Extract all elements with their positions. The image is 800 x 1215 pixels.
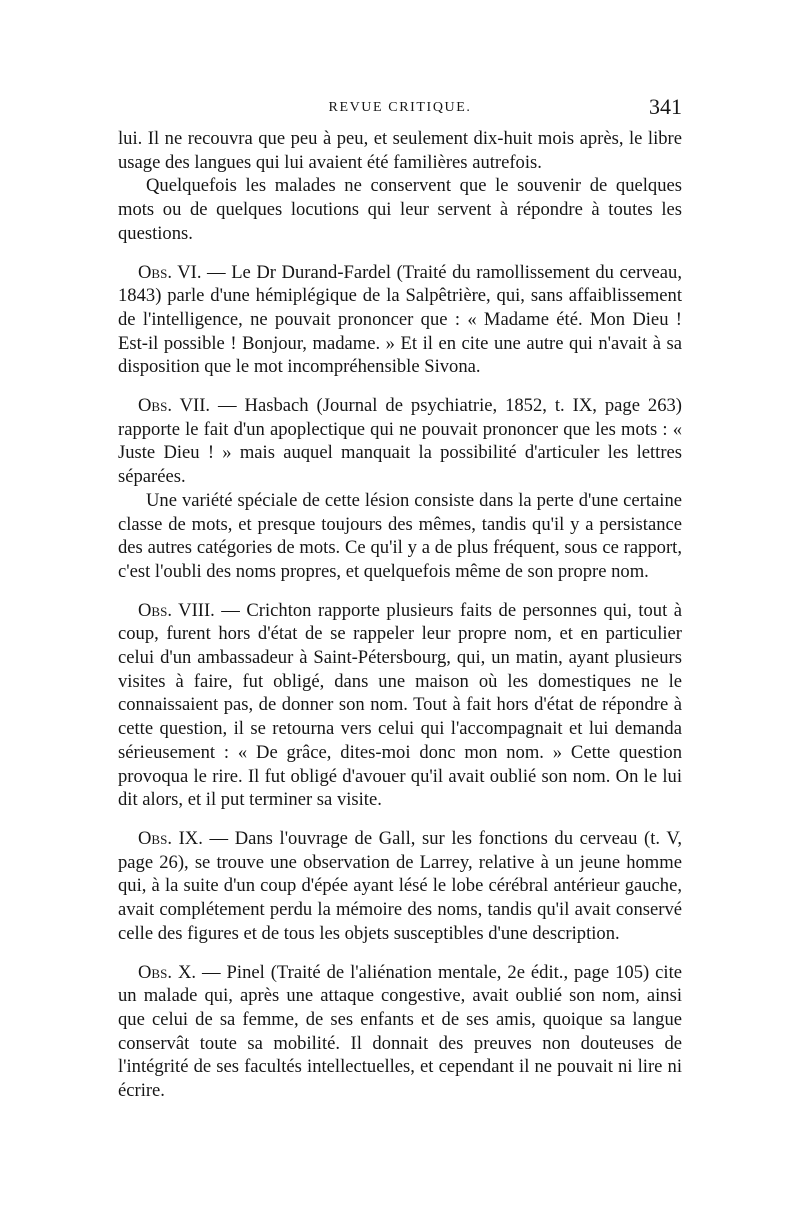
paragraph: Quelquefois les malades ne conservent que le souvenir de quelques mots ou de quelques locutions qui leur servent à répondre à toutes les questions. bbox=[118, 175, 682, 244]
body-text bbox=[118, 127, 682, 1103]
page-header bbox=[118, 94, 682, 124]
observation-7 bbox=[118, 394, 682, 489]
observation-label: Obs. VII. bbox=[138, 395, 211, 417]
observation-text: — Pinel (Traité de l'aliénation mentale, 2e édit., page 105) cite un malade qui, après une attaque congestive, avait oublié son nom, ainsi que celui de sa femme, de ses enfants et de ses amis, quoique sa langue conservât toute sa mobilité. Il donnait des preuves non douteuses de l'intégrité de ses facultés intellectuelles, et cependant il ne pouvait ni lire ni écrire. bbox=[118, 961, 683, 1102]
observation-9 bbox=[118, 827, 682, 946]
observation-text: — Dans l'ouvrage de Gall, sur les fonctions du cerveau (t. V, page 26), se trouve une observation de Larrey, relative à un jeune homme qui, à la suite d'un coup d'épée ayant lésé le lobe cérébral antérieur gauche, avait complétement perdu la mémoire des noms, tandis qu'il avait conservé celle des figures et de tous les objets susceptibles d'une description. bbox=[118, 827, 683, 944]
observation-8 bbox=[118, 599, 682, 812]
observation-6 bbox=[118, 261, 682, 380]
observation-10 bbox=[118, 961, 682, 1103]
observation-text: — Crichton rapporte plusieurs faits de personnes qui, tout à coup, furent hors d'état de se rappeler leur propre nom, et en particulier celui d'un ambassadeur à Saint-Pétersbourg, qui, un matin, ayant plusieurs visites à faire, fut obligé, dans une maison où les domestiques ne le connaissaient pas, de donner son nom. Tout à fait hors d'état de répondre à cette question, il se retourna vers celui qui l'accompagnait et lui demanda sérieusement : « De grâce, dites-moi donc mon nom. » Cette question provoqua le rire. Il fut obligé d'avouer qu'il avait oublié son nom. On le lui dit alors, et il put terminer sa visite. bbox=[118, 599, 682, 811]
observation-label: Obs. VI. bbox=[138, 261, 202, 283]
page-number: 341 bbox=[649, 94, 682, 119]
paragraph-continuation: lui. Il ne recouvra que peu à peu, et seulement dix-huit mois après, le libre usage des langues qui lui avaient été familières autrefois. bbox=[118, 128, 682, 173]
running-title: REVUE CRITIQUE. bbox=[328, 100, 472, 115]
paragraph: Une variété spéciale de cette lésion consiste dans la perte d'une certaine classe de mots, et presque toujours des mêmes, tandis qu'il y a persistance des autres catégories de mots. Ce qu'il y a de plus fréquent, sous ce rapport, c'est l'oubli des noms propres, et quelquefois même de son propre nom. bbox=[118, 489, 682, 582]
observation-label: Obs. VIII. bbox=[138, 599, 215, 621]
observation-text: — Hasbach (Journal de psychiatrie, 1852, t. IX, page 263) rapporte le fait d'un apoplectique qui ne pouvait prononcer que les mots : « Juste Dieu ! » mais auquel manquait la possibilité d'articuler les lettres séparées. bbox=[118, 395, 682, 488]
observation-text: — Le Dr Durand-Fardel (Traité du ramollissement du cerveau, 1843) parle d'une hémiplégique de la Salpêtrière, qui, sans affaiblissement de l'intelligence, ne pouvait prononcer que : « Madame été. Mon Dieu ! Est-il possible ! Bonjour, madame. » Et il en cite une autre qui n'avait à sa disposition que le mot incompréhensible Sivona. bbox=[118, 261, 682, 378]
observation-label: Obs. IX. bbox=[138, 827, 203, 849]
observation-label: Obs. X. bbox=[138, 961, 197, 983]
